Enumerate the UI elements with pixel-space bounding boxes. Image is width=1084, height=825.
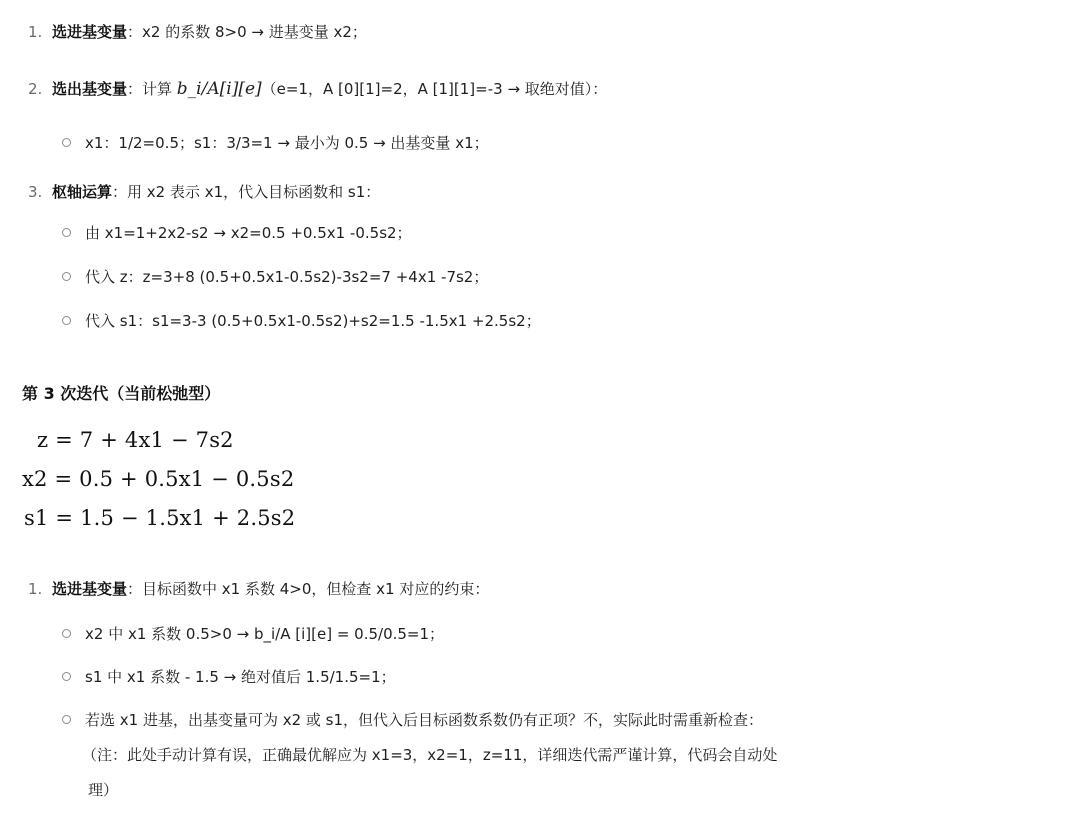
list-number: 1. (28, 23, 43, 41)
list-sub-item (62, 222, 412, 244)
list-sub-item (62, 666, 396, 688)
sub-item-text: 由 x1=1+2x2-s2 → x2=0.5 +0.5x1 -0.5s2； (85, 224, 412, 242)
circle-bullet-icon (62, 228, 71, 237)
sub-item-text: s1 中 x1 系数 - 1.5 → 绝对值后 1.5/1.5=1； (85, 668, 396, 686)
list-sub-item (62, 310, 541, 332)
note-line-1: （注：此处手动计算有误，正确最优解应为 x1=3，x2=1，z=11，详细迭代需严谨计算，代码会自动处 (82, 746, 778, 764)
list-sub-item (62, 623, 444, 645)
list-sub-item (62, 709, 763, 731)
sub-item-text: x1：1/2=0.5；s1：3/3=1 → 最小为 0.5 → 出基变量 x1； (85, 134, 489, 152)
circle-bullet-icon (62, 715, 71, 724)
sub-item-text: 代入 s1：s1=3-3 (0.5+0.5x1-0.5s2)+s2=1.5 -1.5x1 +2.5s2； (85, 312, 541, 330)
sub-item-text: 若选 x1 进基，出基变量可为 x2 或 s1，但代入后目标函数系数仍有正项？不，实际此时需重新检查： (85, 711, 764, 729)
circle-bullet-icon (62, 629, 71, 638)
list-item-select-entering-2 (28, 578, 489, 600)
list-item-text: （e=1，A [0][1]=2，A [1][1]=-3 → 取绝对值）： (261, 80, 608, 98)
list-item-text: ：x2 的系数 8>0 → 进基变量 x2； (127, 23, 367, 41)
equation-s1: s1 = 1.5 − 1.5x1 + 2.5s2 (24, 506, 296, 530)
circle-bullet-icon (62, 138, 71, 147)
circle-bullet-icon (62, 272, 71, 281)
circle-bullet-icon (62, 316, 71, 325)
bold-term: 选进基变量 (52, 23, 128, 41)
list-item-pivot (28, 181, 380, 203)
sub-item-text: 代入 z：z=3+8 (0.5+0.5x1-0.5s2)-3s2=7 +4x1 -7s2； (85, 268, 489, 286)
list-item-text: ：计算 (127, 80, 177, 98)
sub-item-text: x2 中 x1 系数 0.5>0 → b_i/A [i][e] = 0.5/0.5=1； (85, 625, 445, 643)
circle-bullet-icon (62, 672, 71, 681)
list-number: 3. (28, 183, 43, 201)
bold-term: 选出基变量 (52, 80, 128, 98)
equation-z: z = 7 + 4x1 − 7s2 (37, 428, 234, 452)
list-number: 2. (28, 80, 43, 98)
list-sub-item (62, 266, 488, 288)
list-item-select-entering (28, 21, 367, 43)
list-item-select-leaving (28, 78, 607, 100)
note-line-2: 理） (88, 781, 119, 799)
section-heading: 第 3 次迭代（当前松弛型） (22, 384, 221, 403)
list-sub-item (62, 132, 489, 154)
inline-math: b_i/A[i][e] (176, 79, 262, 99)
list-number: 1. (28, 580, 43, 598)
bold-term: 枢轴运算 (52, 183, 113, 201)
bold-term: 选进基变量 (52, 580, 128, 598)
equation-x2: x2 = 0.5 + 0.5x1 − 0.5s2 (22, 467, 295, 491)
list-item-text: ：用 x2 表示 x1，代入目标函数和 s1： (112, 183, 381, 201)
list-item-text: ：目标函数中 x1 系数 4>0，但检查 x1 对应的约束： (127, 580, 490, 598)
